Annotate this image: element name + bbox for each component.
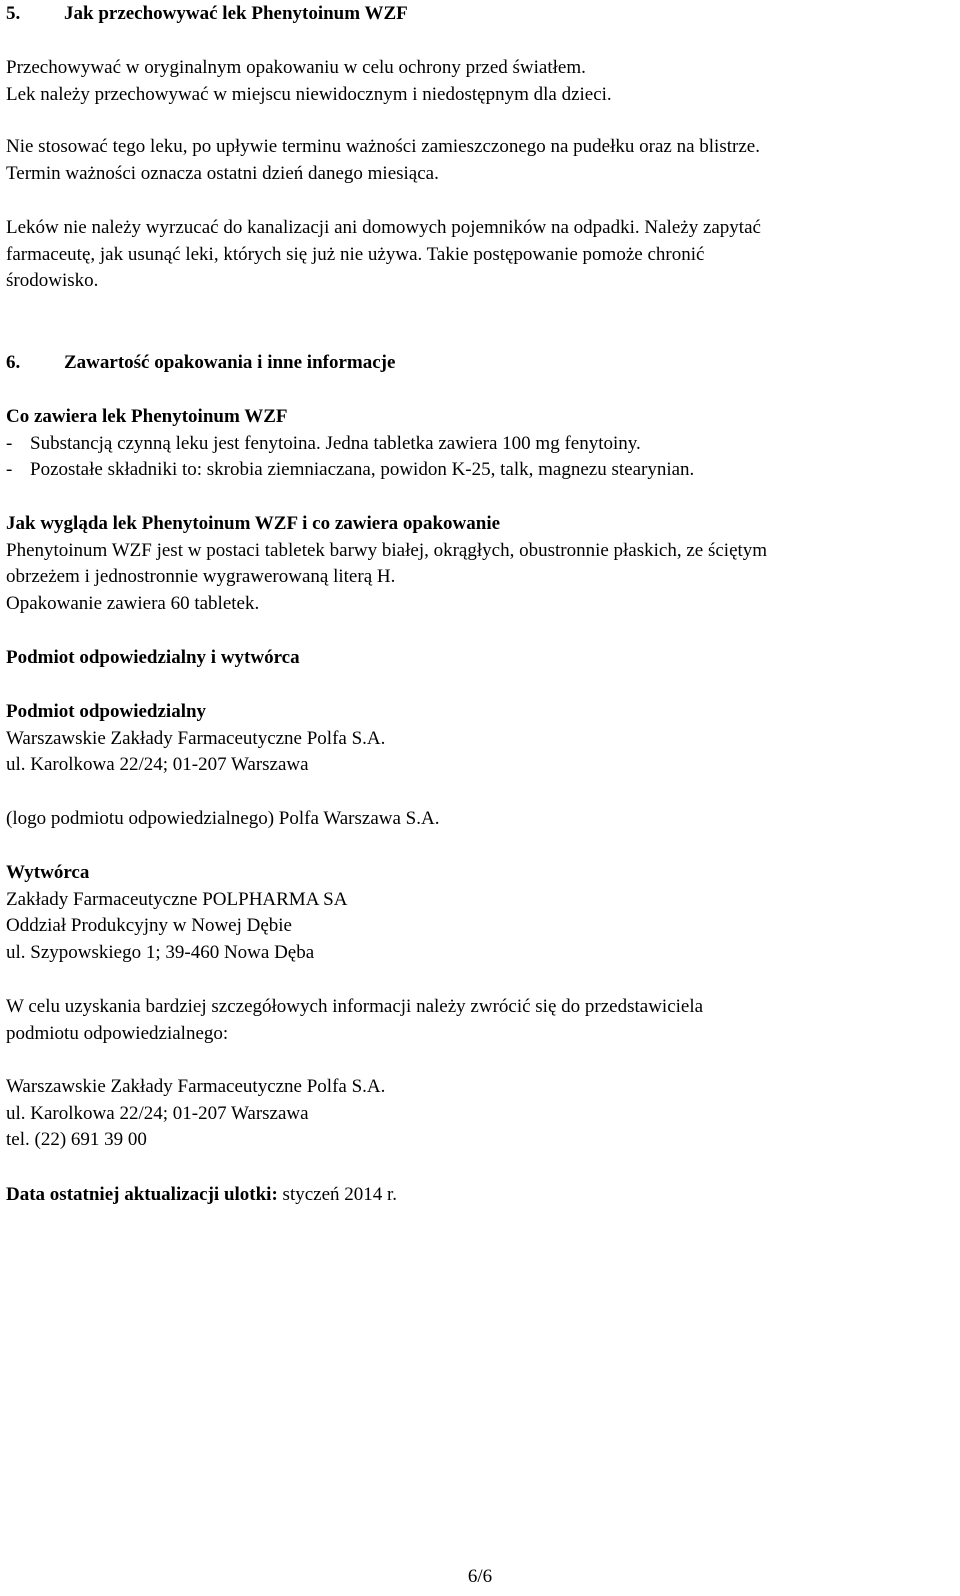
contents-item-text: Pozostałe składniki to: skrobia ziemniaczana, powidon K-25, talk, magnezu stearynian. (30, 459, 695, 480)
appearance-heading: Jak wygląda lek Phenytoinum WZF i co zawiera opakowanie (6, 513, 501, 534)
expiry-line-1: Nie stosować tego leku, po upływie terminu ważności zamieszczonego na pudełku oraz na blistrze. (6, 136, 760, 157)
page-number: 6/6 (467, 1566, 493, 1587)
manufacturer-name: Zakłady Farmaceutyczne POLPHARMA SA (6, 888, 348, 910)
update-date-label: Data ostatniej aktualizacji ulotki: (6, 1184, 278, 1205)
disposal-paragraph (6, 215, 761, 295)
contact-line-1: W celu uzyskania bardziej szczegółowych informacji należy zwrócić się do przedstawiciela (6, 996, 704, 1017)
update-date-value: styczeń 2014 r. (277, 1184, 398, 1205)
mah-logo-block (6, 806, 439, 833)
storage-line-1: Przechowywać w oryginalnym opakowaniu w celu ochrony przed światłem. (6, 57, 586, 78)
contents-item-active (6, 431, 694, 458)
section-5-heading (6, 1, 408, 28)
appearance-line-1: Phenytoinum WZF jest w postaci tabletek barwy białej, okrągłych, obustronnie płaskich, ze ściętym (6, 539, 768, 561)
mah-heading: Podmiot odpowiedzialny (6, 701, 207, 722)
update-date-block (6, 1182, 397, 1209)
dash-marker: - (6, 459, 13, 480)
contents-item-excipients (6, 457, 694, 484)
appearance-block (6, 511, 767, 617)
disposal-line-1: Leków nie należy wyrzucać do kanalizacji ani domowych pojemników na odpadki. Należy zapytać (6, 217, 761, 238)
storage-line-2: Lek należy przechowywać w miejscu niewidocznym i niedostępnym dla dzieci. (6, 83, 612, 105)
contents-item-text: Substancją czynną leku jest fenytoina. Jedna tabletka zawiera 100 mg fenytoiny. (30, 432, 641, 454)
section-5-number: 5. (6, 3, 21, 24)
section-6-number: 6. (6, 352, 21, 373)
expiry-paragraph (6, 134, 760, 187)
mah-manufacturer-heading-block (6, 645, 300, 672)
mah-address: ul. Karolkowa 22/24; 01-207 Warszawa (6, 754, 309, 775)
representative-phone: tel. (22) 691 39 00 (6, 1129, 147, 1150)
manufacturer-address: ul. Szypowskiego 1; 39-460 Nowa Dęba (6, 941, 315, 963)
mah-manufacturer-heading: Podmiot odpowiedzialny i wytwórca (6, 647, 300, 668)
update-date-line (6, 1182, 397, 1209)
contact-paragraph (6, 994, 703, 1047)
manufacturer-block (6, 860, 347, 966)
representative-block (6, 1074, 385, 1154)
expiry-line-2: Termin ważności oznacza ostatni dzień danego miesiąca. (6, 162, 439, 184)
contact-line-2: podmiotu odpowiedzialnego: (6, 1022, 229, 1044)
section-6 (6, 350, 395, 377)
manufacturer-division: Oddział Produkcyjny w Nowej Dębie (6, 915, 292, 936)
section-6-heading (6, 350, 395, 377)
mah-block (6, 699, 385, 779)
mah-logo-text: (logo podmiotu odpowiedzialnego) Polfa Warszawa S.A. (6, 808, 440, 829)
storage-paragraph (6, 55, 612, 108)
manufacturer-heading: Wytwórca (6, 862, 90, 883)
section-5-title: Jak przechowywać lek Phenytoinum WZF (64, 3, 408, 24)
disposal-line-3: środowisko. (6, 270, 99, 291)
contents-block (6, 404, 694, 484)
mah-name: Warszawskie Zakłady Farmaceutyczne Polfa S.A. (6, 727, 386, 749)
representative-address: ul. Karolkowa 22/24; 01-207 Warszawa (6, 1102, 309, 1124)
representative-name: Warszawskie Zakłady Farmaceutyczne Polfa S.A. (6, 1076, 386, 1097)
dash-marker: - (6, 432, 13, 454)
contents-heading: Co zawiera lek Phenytoinum WZF (6, 406, 288, 427)
appearance-line-2: obrzeżem i jednostronnie wygrawerowaną literą H. (6, 566, 396, 587)
section-6-title: Zawartość opakowania i inne informacje (64, 352, 396, 373)
appearance-line-3: Opakowanie zawiera 60 tabletek. (6, 592, 260, 614)
section-5 (6, 1, 408, 28)
disposal-line-2: farmaceutę, jak usunąć leki, których się już nie używa. Takie postępowanie pomoże chronić (6, 243, 705, 265)
